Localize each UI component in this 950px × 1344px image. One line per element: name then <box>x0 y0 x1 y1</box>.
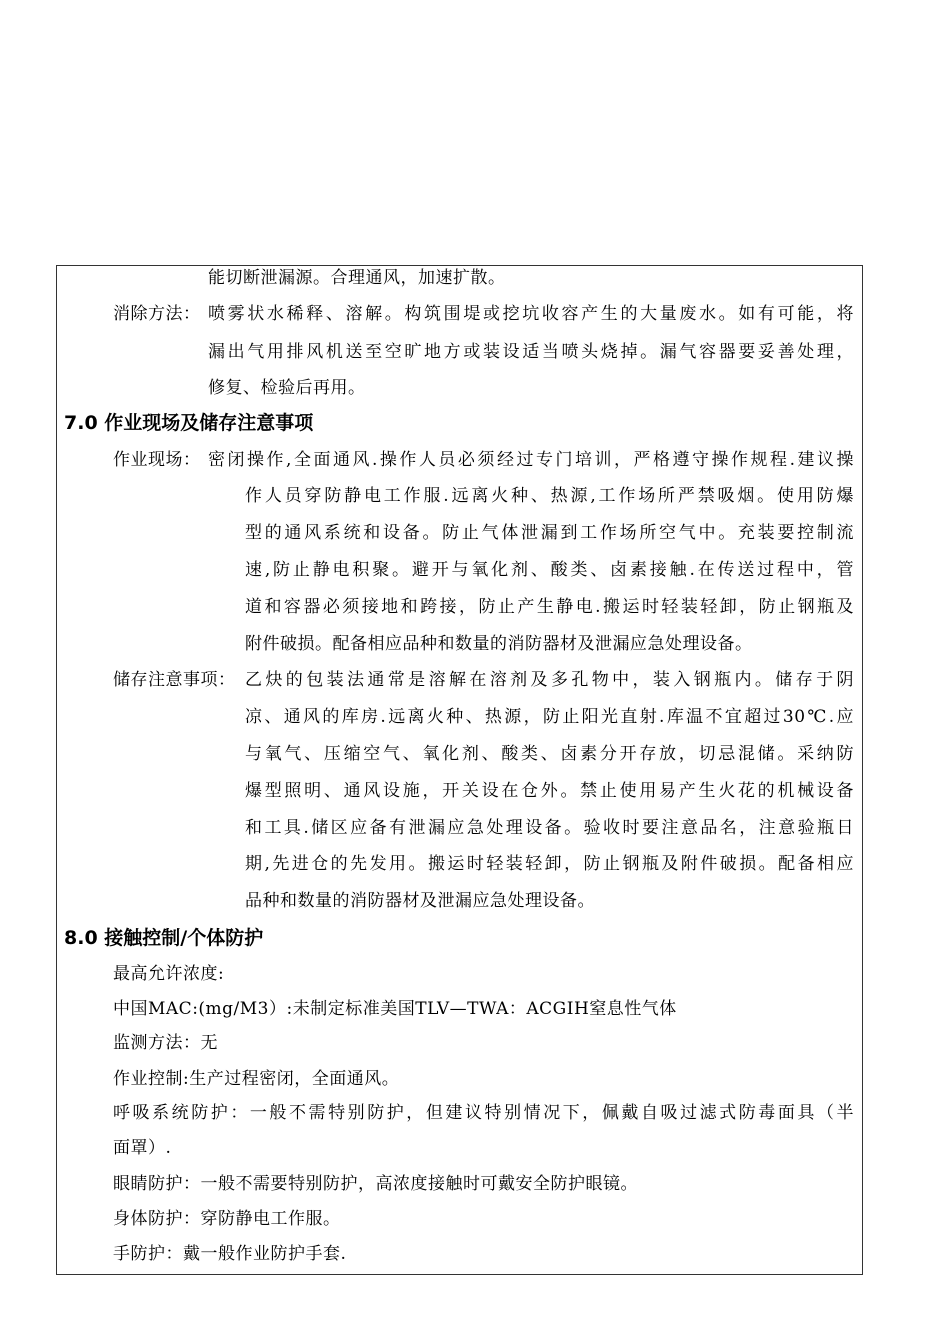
worksite-line: 附件破损。配备相应品种和数量的消防器材及泄漏应急处理设备。 <box>245 634 753 654</box>
storage-line: 爆型照明、通风设施，开关设在仓外。禁止使用易产生火花的机械设备 <box>245 781 854 801</box>
exposure-line: 中国MAC:(mg/M3）:未制定标准美国TLV—TWA：ACGIH窒息性气体 <box>113 999 677 1019</box>
exposure-line: 作业控制:生产过程密闭，全面通风。 <box>113 1069 400 1089</box>
section-8-heading: 8.0 接触控制/个体防护 <box>64 927 264 949</box>
worksite-line: 密闭操作,全面通风.操作人员必须经过专门培训，严格遵守操作规程.建议操 <box>208 450 854 470</box>
disposal-label: 消除方法： <box>113 304 201 324</box>
storage-line: 凉、通风的库房.远离火种、热源，防止阳光直射.库温不宜超过30℃.应 <box>245 707 854 727</box>
leak-continuation-line: 能切断泄漏源。合理通风，加速扩散。 <box>208 268 506 288</box>
disposal-line: 修复、检验后再用。 <box>208 378 366 398</box>
exposure-line: 最高允许浓度: <box>113 964 225 984</box>
storage-line: 与氧气、压缩空气、氧化剂、酸类、卤素分开存放，切忌混储。采纳防 <box>245 744 854 764</box>
storage-line: 品种和数量的消防器材及泄漏应急处理设备。 <box>245 891 595 911</box>
worksite-label: 作业现场： <box>113 450 201 470</box>
worksite-line: 型的通风系统和设备。防止气体泄漏到工作场所空气中。充装要控制流 <box>245 523 854 543</box>
exposure-line: 身体防护：穿防静电工作服。 <box>113 1209 341 1229</box>
exposure-line: 呼吸系统防护：一般不需特别防护，但建议特别情况下，佩戴自吸过滤式防毒面具（半 <box>113 1103 854 1123</box>
worksite-line: 作人员穿防静电工作服.远离火种、热源,工作场所严禁吸烟。使用防爆 <box>245 486 854 506</box>
worksite-line: 速,防止静电积聚。避开与氧化剂、酸类、卤素接触.在传送过程中，管 <box>245 560 854 580</box>
storage-line: 和工具.储区应备有泄漏应急处理设备。验收时要注意品名，注意验瓶日 <box>245 818 854 838</box>
storage-line: 期,先进仓的先发用。搬运时轻装轻卸，防止钢瓶及附件破损。配备相应 <box>245 854 854 874</box>
exposure-line: 监测方法：无 <box>113 1033 218 1053</box>
disposal-line: 漏出气用排风机送至空旷地方或装设适当喷头烧掉。漏气容器要妥善处理， <box>208 342 854 362</box>
storage-label: 储存注意事项： <box>113 670 236 690</box>
worksite-line: 道和容器必须接地和跨接，防止产生静电.搬运时轻装轻卸，防止钢瓶及 <box>245 597 854 617</box>
storage-line: 乙炔的包装法通常是溶解在溶剂及多孔物中，装入钢瓶内。储存于阴 <box>245 670 854 690</box>
exposure-line: 面罩）. <box>113 1138 172 1158</box>
exposure-line: 手防护：戴一般作业防护手套. <box>113 1244 347 1264</box>
disposal-line: 喷雾状水稀释、溶解。构筑围堤或挖坑收容产生的大量废水。如有可能，将 <box>208 304 854 324</box>
section-7-heading: 7.0 作业现场及储存注意事项 <box>64 412 314 434</box>
exposure-line: 眼睛防护：一般不需要特别防护，高浓度接触时可戴安全防护眼镜。 <box>113 1174 638 1194</box>
